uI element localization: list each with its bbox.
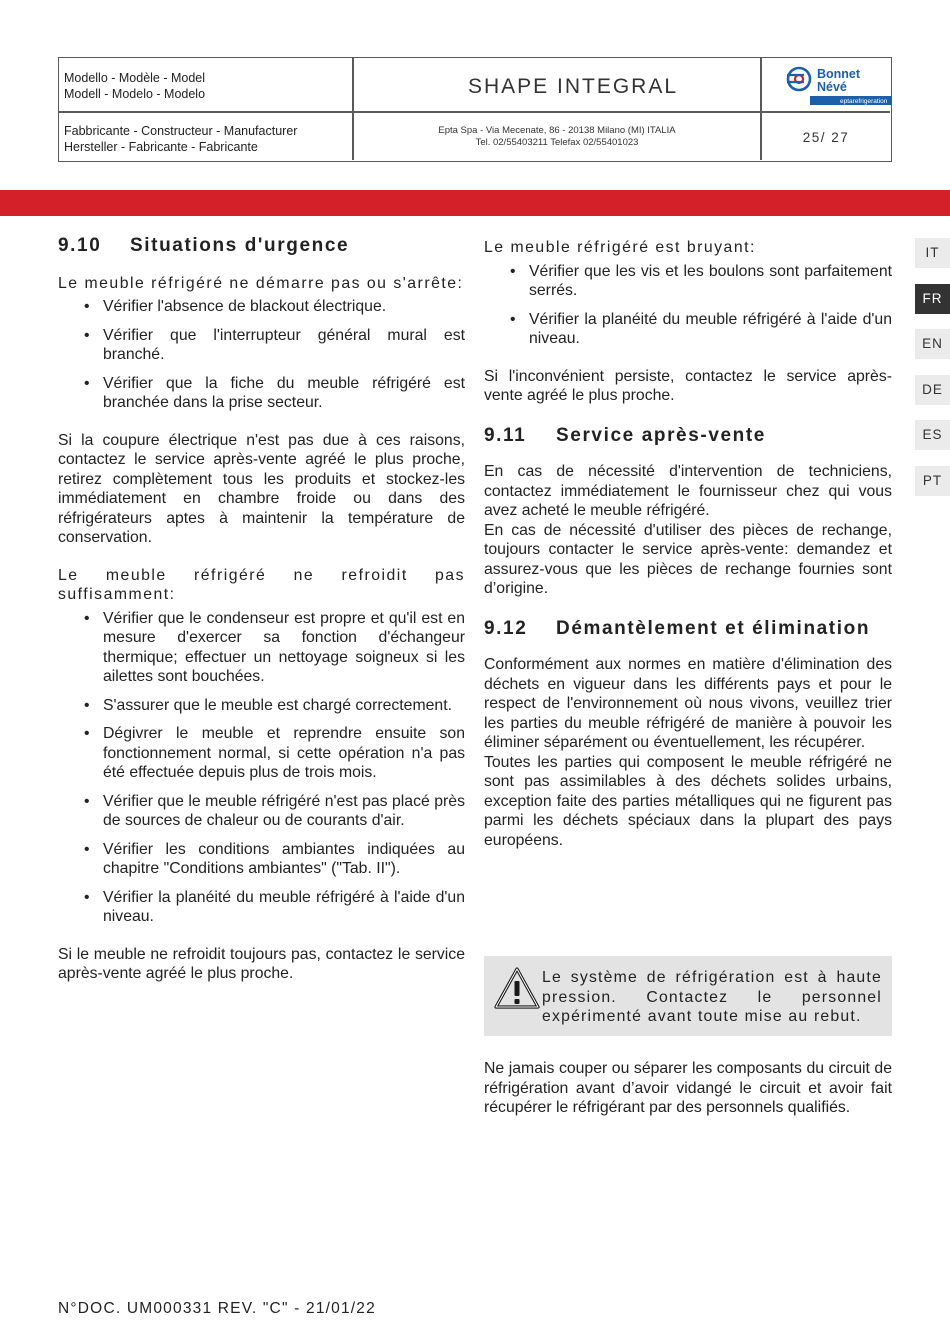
list-item: • Vérifier l'absence de blackout électrique. [58,297,465,317]
noisy-intro: Le meuble réfrigéré est bruyant: [484,239,756,256]
section-title: Démantèlement et élimination [556,617,871,639]
noisy-persist-paragraph: Si l'inconvénient persiste, contactez le service après-vente agréé le plus proche. [484,367,892,404]
section-number: 9.10 [58,235,102,256]
power-cut-paragraph: Si la coupure électrique n'est pas due à ces raisons, contactez le service après-vente agréé le plus proche, retirez complètement tous les produits et stockez-les immédiatement en chambre froide ou dans des réfrigérateurs aptes à maintenir la température de conservation. [58,431,465,546]
manufacturer-phone: Tel. 02/55403211 Telefax 02/55401023 [475,137,639,148]
warning-triangle-icon [493,966,541,1010]
model-name: SHAPE INTEGRAL [467,75,679,98]
manufacturer-address: Epta Spa - Via Mecenate, 86 - 20138 Milano (MI) ITALIA [438,125,676,136]
list-item: • Dégivrer le meuble et reprendre ensuite son fonctionnement normal, si cette opération n'a pas été effectuée depuis plus de trois mois. [58,724,465,783]
service-paragraph-1: En cas de nécessité d'intervention de techniciens, contactez immédiatement le fournisseur chez qui vous avez acheté le meuble réfrigéré. [484,463,892,519]
tab-it[interactable]: IT [915,238,950,268]
list-item: • Vérifier que l'interrupteur général mural est branché. [58,326,465,365]
list-item: • Vérifier la planéité du meuble réfrigéré à l'aide d'un niveau. [484,310,892,349]
list-item: • Vérifier que le meuble réfrigéré n'est pas placé près de sources de chaleur ou de courants d'air. [58,792,465,831]
final-note: Ne jamais couper ou séparer les composants du circuit de réfrigération avant d’avoir vidangé le circuit et avoir fait récupérer le réfrigérant par des personnels qualifiés. [484,1060,892,1116]
left-column [58,236,465,984]
manufacturer-label-line: Fabbricante - Constructeur - Manufacturer [64,124,298,138]
tab-es[interactable]: ES [915,420,950,450]
no-start-checklist [58,297,465,413]
list-item: • Vérifier que la fiche du meuble réfrigéré est branchée dans la prise secteur. [58,374,465,413]
header-divider [352,58,354,160]
list-item: • Vérifier les conditions ambiantes indiquées au chapitre "Conditions ambiantes" ("Tab. II"). [58,840,465,879]
page-number: 25/ 27 [802,130,850,145]
document-header-table [58,57,892,162]
disposal-paragraph-1: Conformément aux normes en matière d'élimination des déchets en vigueur dans les différents pays et pour le respect de l'environnement où nous vivons, veuillez trier les parties du meuble réfrigéré de manière à pouvoir les éliminer séparément ou éventuellement, les récupérer. [484,656,892,751]
model-label-line: Modello - Modèle - Model [64,71,206,85]
bonnet-neve-logo [784,63,894,108]
still-not-cooling-paragraph: Si le meuble ne refroidit toujours pas, contactez le service après-vente agréé le plus proche. [58,945,465,982]
tab-pt[interactable]: PT [915,466,950,496]
list-item: • Vérifier la planéité du meuble réfrigéré à l'aide d'un niveau. [58,888,465,927]
list-item: • Vérifier que le condenseur est propre et qu'il est en mesure d'exercer sa fonction d'échangeur thermique; effectuer un nettoyage soigneux si les ailettes sont bouchées. [58,609,465,687]
section-heading-9-12 [484,619,892,639]
brand-red-bar [0,190,950,216]
logo-text: Névé [817,80,847,94]
header-divider [59,111,890,113]
manufacturer-info [359,125,755,149]
tab-en[interactable]: EN [915,329,950,359]
model-label [64,70,205,102]
section-heading-9-11 [484,426,892,446]
service-paragraph-2: En cas de nécessité d'utiliser des pièces de rechange, toujours contacter le service après-vente: demandez et assurez-vous que les pièces de rechange fournies sont d’origine. [484,521,892,597]
section-number: 9.12 [484,617,528,639]
section-title: Situations d'urgence [130,235,350,256]
disposal-paragraph-2: Toutes les parties qui composent le meuble réfrigéré ne sont pas assimilables à des déchets solides urbains, exception faite des parties métalliques qui ne figurent pas parmi les déchets spéciaux dans la plupart des pays européens. [484,753,892,849]
noisy-checklist [484,262,892,349]
document-reference: N°DOC. UM000331 REV. "C" - 21/01/22 [58,1300,376,1317]
final-note-block [484,1059,892,1118]
right-column [484,238,892,850]
logo-text: Bonnet [817,67,861,81]
tab-fr[interactable]: FR [915,284,950,314]
not-cooling-intro: Le meuble réfrigéré ne refroidit pas suffisamment: [58,566,465,603]
logo-tagline: eptarefrigeration [840,98,888,105]
not-cooling-checklist [58,609,465,927]
language-tabs [915,238,950,511]
manufacturer-label-line: Hersteller - Fabricante - Fabricante [64,140,258,154]
section-heading-9-10 [58,236,465,256]
list-item: • S'assurer que le meuble est chargé correctement. [58,696,465,716]
tab-de[interactable]: DE [915,375,950,405]
list-item: • Vérifier que les vis et les boulons sont parfaitement serrés. [484,262,892,301]
model-label-line: Modell - Modelo - Modelo [64,87,206,101]
section-title: Service après-vente [556,424,766,446]
manufacturer-label [64,123,297,155]
section-number: 9.11 [484,424,527,446]
no-start-intro: Le meuble réfrigéré ne démarre pas ou s'arrête: [58,274,464,292]
warning-text: Le système de réfrigération est à haute pression. Contactez le personnel expérimenté avant toute mise au rebut. [542,969,882,1025]
warning-box [484,956,892,1036]
